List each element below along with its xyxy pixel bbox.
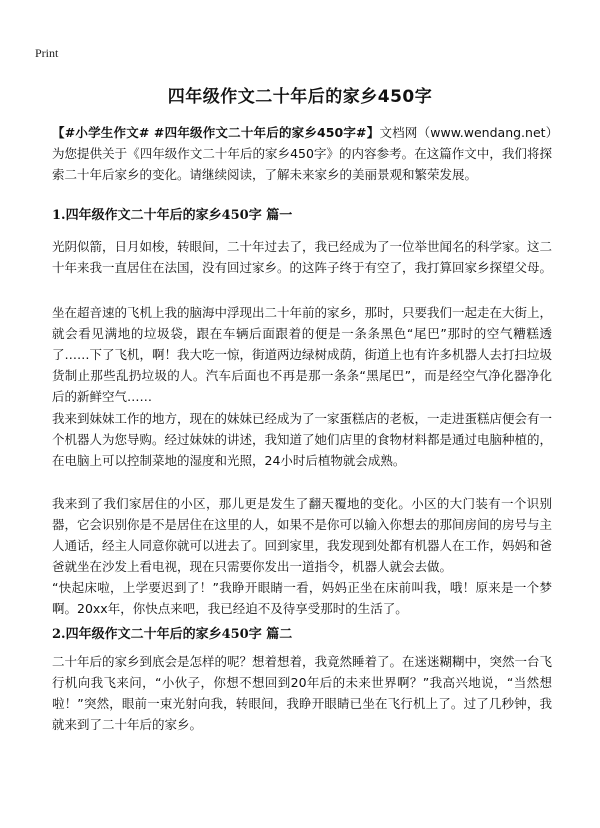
section-heading-1: 1.四年级作文二十年后的家乡450字 篇一 xyxy=(52,208,293,223)
intro-paragraph xyxy=(52,122,552,185)
paragraph: 我来到妹妹工作的地方，现在的妹妹已经成为了一家蛋糕店的老板，一走进蛋糕店便会有一个机器人为您导购。经过妹妹的讲述，我知道了她们店里的食物材料都是通过电脑种植的，在电脑上可以控制菜地的湿度和光照，24小时后植物就会成熟。 xyxy=(52,411,553,468)
section-heading-2: 2.四年级作文二十年后的家乡450字 篇二 xyxy=(52,627,293,642)
paragraph: 我来到了我们家居住的小区，那儿更是发生了翻天覆地的变化。小区的大门装有一个识别器，它会识别你是不是居住在这里的人，如果不是你可以输入你想去的那间房间的房号与主人通话，经主人同意你就可以进去了。回到家里，我发现到处都有机器人在工作，妈妈和爸爸就坐在沙发上看电视，现在只需要你发出一道指令，机器人就会去做。 xyxy=(52,496,553,574)
paragraph: 二十年后的家乡到底会是怎样的呢？想着想着，我竟然睡着了。在迷迷糊糊中，突然一台飞行机向我飞来问，“小伙子，你想不想回到20年后的未来世界啊？”我高兴地说，“当然想啦！”突然，眼前一束光射向我，转眼间，我睁开眼睛已坐在飞行机上了。过了几秒钟，我就来到了二十年后的家乡。 xyxy=(52,654,553,732)
intro-text: 文档网（www.wendang.net）为您提供关于《四年级作文二十年后的家乡450字》的内容参考。在这篇作文中，我们将探索二十年后家乡的变化。请继续阅读，了解未来家乡的美丽景观和繁荣发展。 xyxy=(52,125,552,182)
page-title: 四年级作文二十年后的家乡450字 xyxy=(167,87,433,107)
print-link[interactable]: Print xyxy=(35,46,59,60)
paragraph: 光阴似箭，日月如梭，转眼间，二十年过去了，我已经成为了一位举世闻名的科学家。这二十年来我一直居住在法国，没有回过家乡。的这阵子终于有空了，我打算回家乡探望父母。 xyxy=(52,239,553,275)
paragraph: 坐在超音速的飞机上我的脑海中浮现出二十年前的家乡，那时，只要我们一起走在大街上，就会看见满地的垃圾袋，跟在车辆后面跟着的便是一条条黑色“尾巴”那时的空气糟糕透了……下了飞机，啊！我大吃一惊，街道两边绿树成荫，街道上也有许多机器人去打扫垃圾货制止那些乱扔垃圾的人。汽车后面也不再是那一条条“黑尾巴”，而是经空气净化器净化后的新鲜空气…… xyxy=(52,305,553,404)
intro-tags: 【#小学生作文# #四年级作文二十年后的家乡450字#】 xyxy=(52,125,380,140)
paragraph: “快起床啦，上学要迟到了！”我睁开眼睛一看，妈妈正坐在床前叫我，哦！原来是一个梦啊。20xx年，你快点来吧，我已经迫不及待享受那时的生活了。 xyxy=(52,580,552,616)
